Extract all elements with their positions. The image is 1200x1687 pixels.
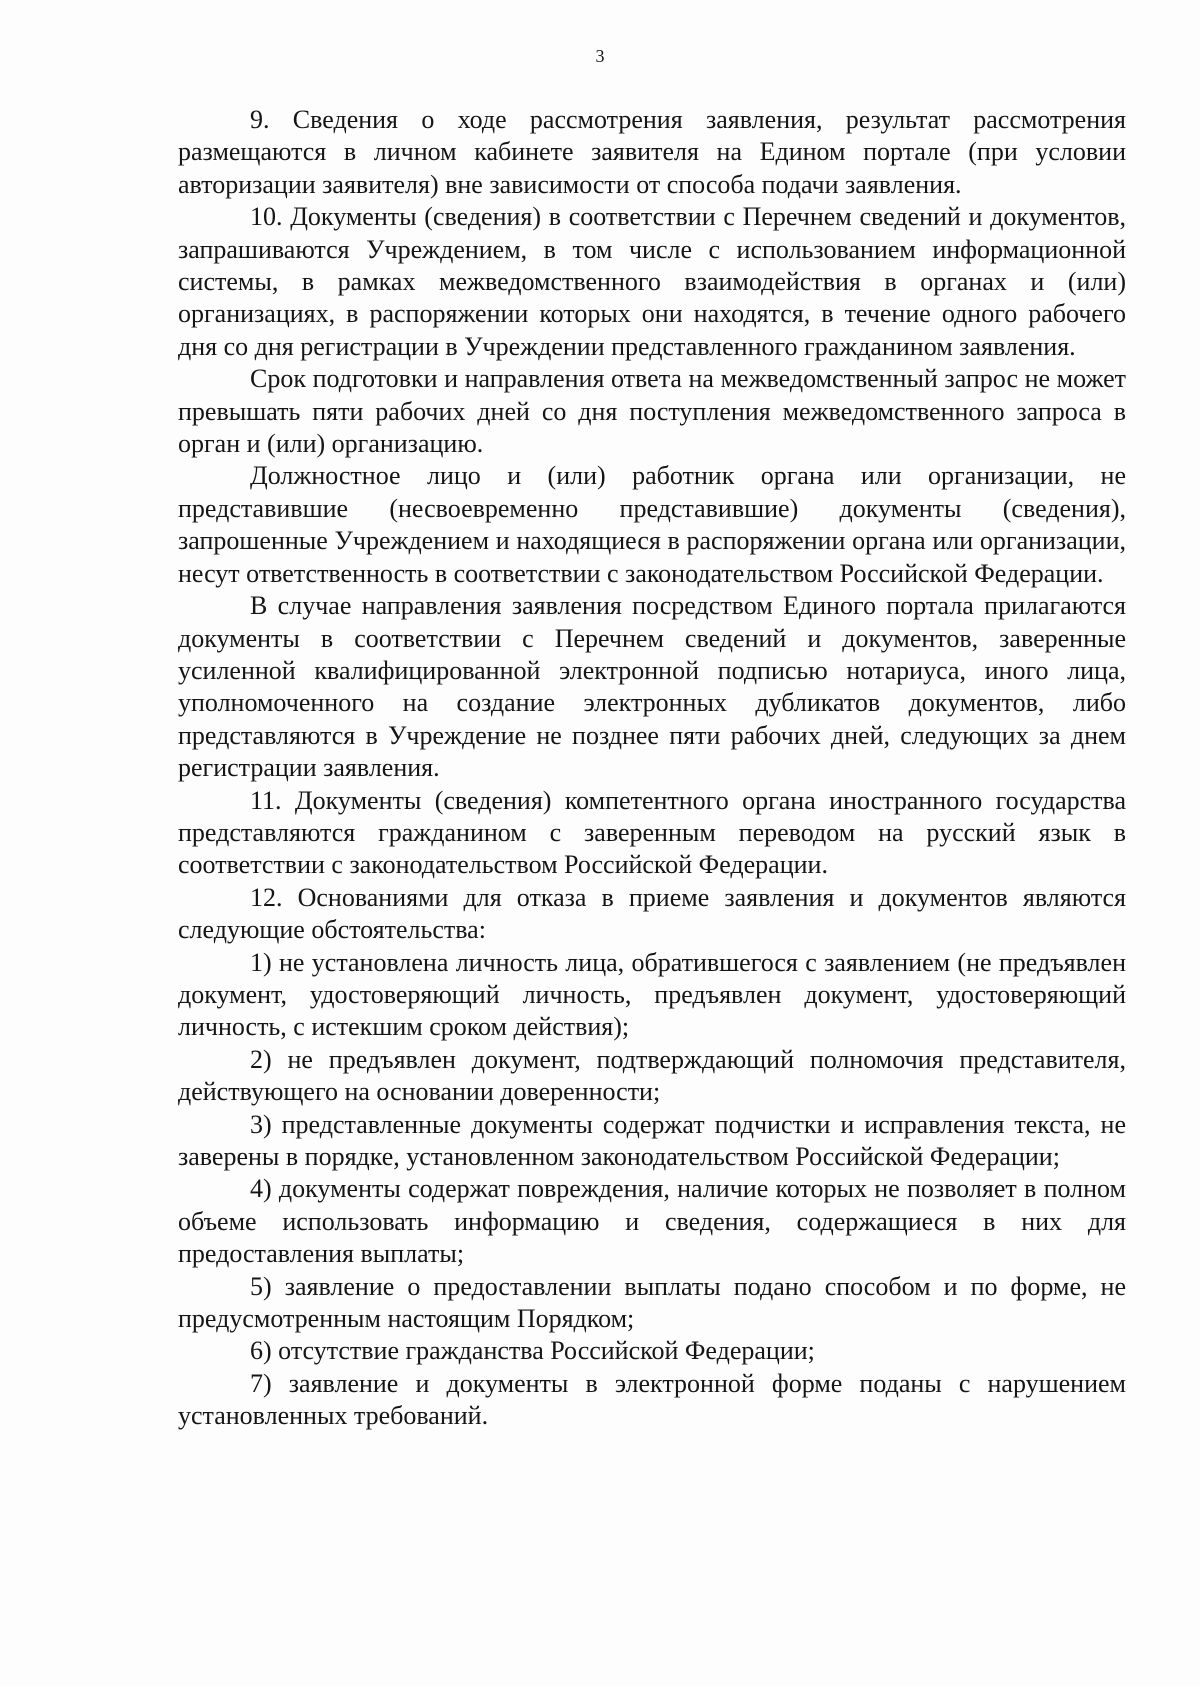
page-number: 3 [595, 46, 605, 66]
paragraph-10: 10. Документы (сведения) в соответствии с Перечнем сведений и документов, запрашиваются Учреждением, в том числе с использованием информационной системы, в рамках межведомственного взаимодействия в органах и (или) организациях, в распоряжении которых они находятся, в течение одного рабочего дня со дня регистрации в Учреждении представленного гражданином заявления. [178, 202, 1126, 361]
list-item-4: 4) документы содержат повреждения, наличие которых не позволяет в полном объеме использовать информацию и сведения, содержащиеся в них для предоставления выплаты; [178, 1174, 1126, 1269]
paragraph-10-responsibility: Должностное лицо и (или) работник органа или организации, не представившие (несвоевременно представившие) документы (сведения), запрошенные Учреждением и находящиеся в распоряжении органа или организации, несут ответственность в соответствии с законодательством Российской Федерации. [178, 461, 1126, 588]
paragraph-9: 9. Сведения о ходе рассмотрения заявления, результат рассмотрения размещаются в личном кабинете заявителя на Едином портале (при условии авторизации заявителя) вне зависимости от способа подачи заявления. [178, 105, 1126, 199]
list-item-2: 2) не предъявлен документ, подтверждающий полномочия представителя, действующего на основании доверенности; [178, 1044, 1126, 1107]
list-item-6: 6) отсутствие гражданства Российской Федерации; [250, 1336, 815, 1366]
document-body [178, 104, 1126, 1433]
paragraph-12: 12. Основаниями для отказа в приеме заявления и документов являются следующие обстоятельства: [178, 882, 1126, 945]
list-item-1: 1) не установлена личность лица, обратившегося с заявлением (не предъявлен документ, удостоверяющий личность, предъявлен документ, удостоверяющий личность, с истекшим сроком действия); [178, 947, 1126, 1042]
paragraph-11: 11. Документы (сведения) компетентного органа иностранного государства представляются гражданином с заверенным переводом на русский язык в соответствии с законодательством Российской Федерации. [178, 785, 1126, 880]
paragraph-10-portal: В случае направления заявления посредством Единого портала прилагаются документы в соответствии с Перечнем сведений и документов, заверенные усиленной квалифицированной электронной подписью нотариуса, иного лица, уполномоченного на создание электронных дубликатов документов, либо представляются в Учреждение не позднее пяти рабочих дней, следующих за днем регистрации заявления. [178, 591, 1126, 783]
list-item-7: 7) заявление и документы в электронной форме поданы с нарушением установленных требований. [178, 1368, 1126, 1431]
paragraph-10-deadline: Срок подготовки и направления ответа на межведомственный запрос не может превышать пяти рабочих дней со дня поступления межведомственного запроса в орган и (или) организацию. [178, 364, 1126, 459]
list-item-5: 5) заявление о предоставлении выплаты подано способом и по форме, не предусмотренным настоящим Порядком; [178, 1271, 1126, 1334]
list-item-3: 3) представленные документы содержат подчистки и исправления текста, не заверены в порядке, установленном законодательством Российской Федерации; [178, 1109, 1126, 1171]
